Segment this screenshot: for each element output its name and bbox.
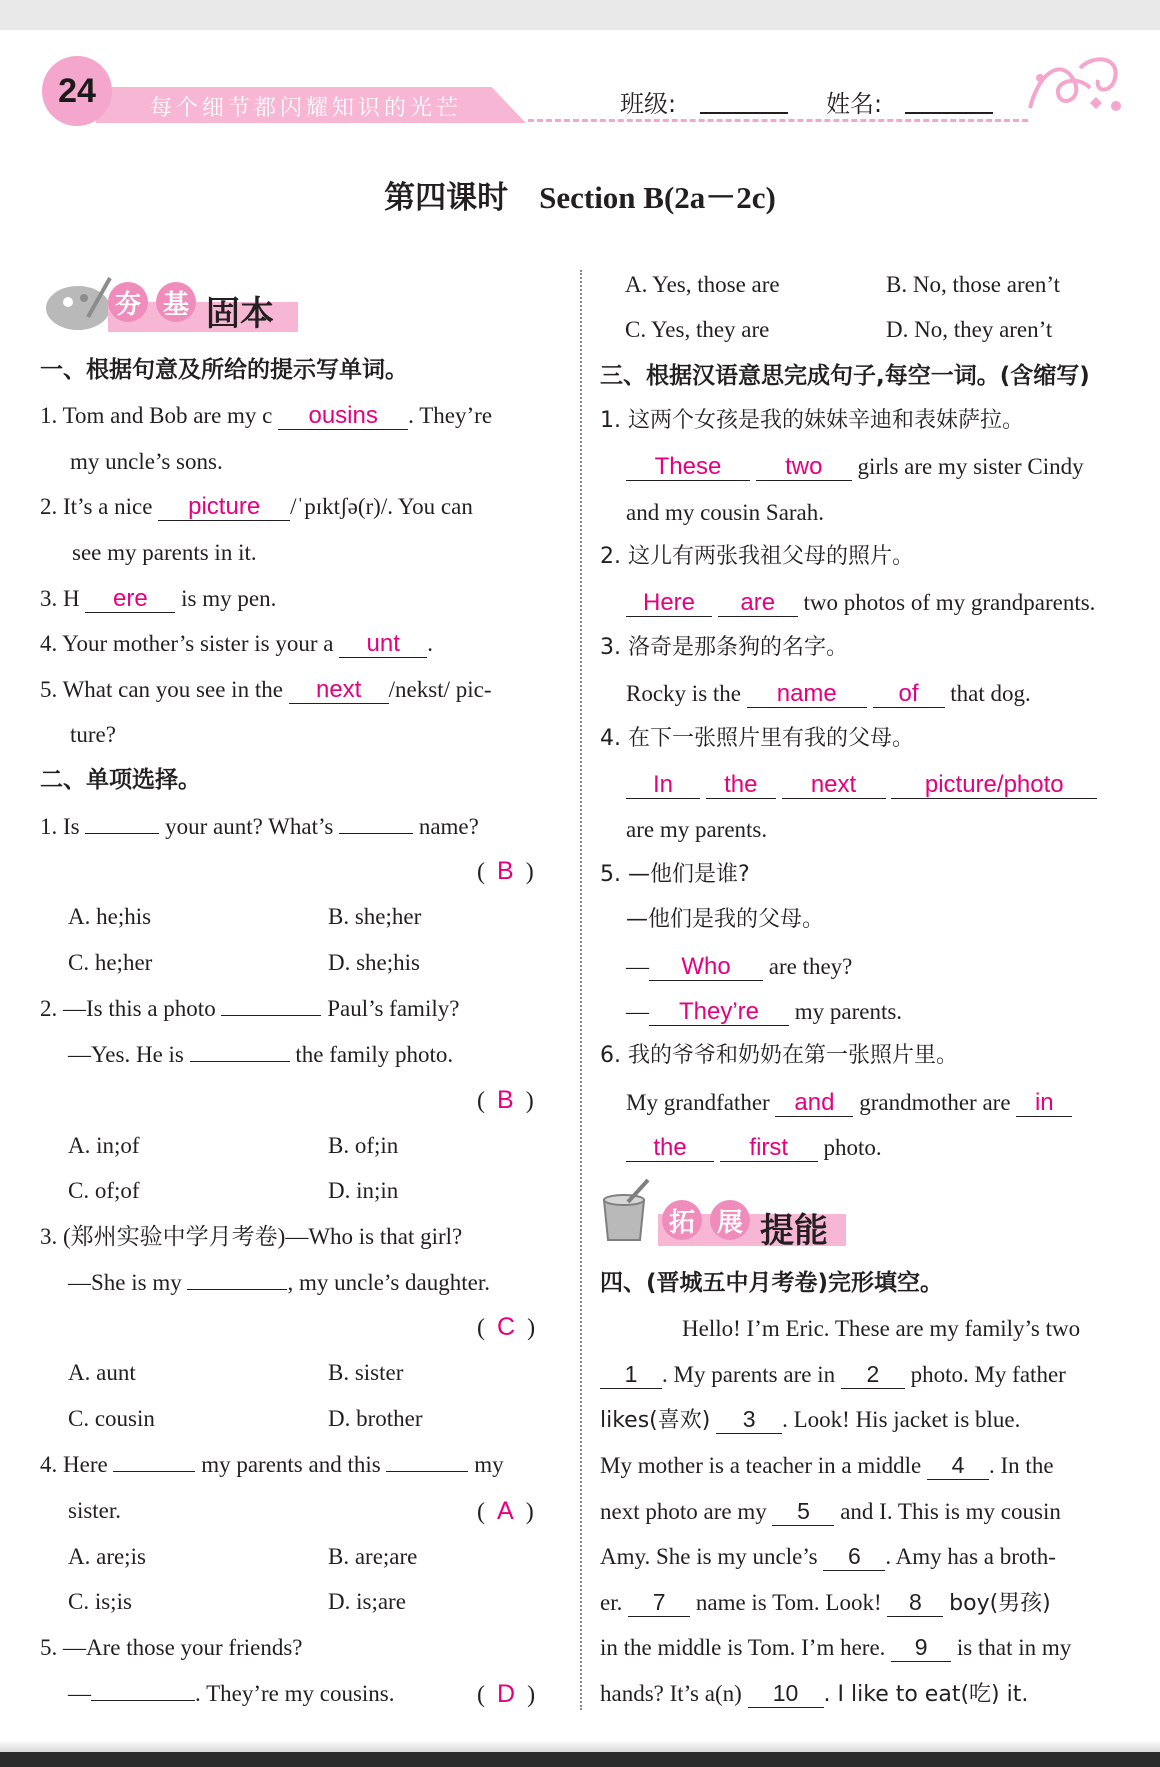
p4-line-6-text-b: . Amy has a broth- — [885, 1544, 1056, 1569]
bottom-shadow — [0, 1740, 1160, 1752]
p3-q6-text-a: My grandfather — [626, 1090, 770, 1115]
p2-q4-blank-1[interactable] — [113, 1471, 195, 1472]
p2-q4-option-c: C. is;is — [68, 1589, 132, 1614]
p2-q2-text: 2. —Is this a photo — [40, 996, 216, 1021]
banner-char-2: 基 — [156, 282, 196, 322]
p3-q4-blank-4[interactable] — [891, 772, 1097, 799]
banner-title: 固本 — [206, 294, 274, 334]
p3-q5-answer-2: They’re — [678, 998, 760, 1025]
p4-line-2-text-a: . My parents are in — [662, 1362, 836, 1387]
p3-q5-text-a: are they? — [768, 954, 853, 979]
p2-q2-answer-box[interactable]: ( B ) — [477, 1086, 534, 1114]
page-title: 第四课时 Section B(2a－2c) — [384, 180, 776, 215]
p3-q3-text-b: that dog. — [950, 681, 1031, 706]
p3-q4-chinese: 4. 在下一张照片里有我的父母。 — [600, 726, 914, 751]
p3-q6-text-c: photo. — [823, 1135, 882, 1160]
p1-q1-cont: my uncle’s sons. — [70, 449, 223, 474]
p4-line-8 — [600, 1633, 1071, 1663]
column-divider — [580, 270, 582, 1710]
p4-blank-8[interactable] — [887, 1589, 943, 1617]
p1-q2-text-b: /ˈpɪktʃə(r)/. You can — [290, 494, 473, 519]
p3-q3-text: Rocky is the — [626, 681, 741, 706]
p4-line-4-text-a: My mother is a teacher in a middle — [600, 1453, 922, 1478]
p4-blank-1[interactable] — [600, 1361, 662, 1389]
p2-q4-text-b: my parents and this — [201, 1452, 381, 1477]
p1-q1-text-b: . They’re — [408, 403, 493, 428]
p2-q4-option-b: B. are;are — [328, 1544, 418, 1569]
p3-q2-text: two photos of my grandparents. — [803, 590, 1096, 615]
p3-q2-blank-2[interactable] — [718, 590, 798, 617]
p4-line-7-text-a: er. — [600, 1590, 623, 1615]
p1-q2-blank[interactable] — [158, 494, 290, 521]
p2-q5-blank[interactable] — [91, 1700, 195, 1701]
p4-blank-2[interactable] — [841, 1361, 905, 1389]
page-number: 24 — [42, 56, 112, 126]
p1-q2-cont: see my parents in it. — [72, 540, 257, 565]
p2-q3-option-a: A. aunt — [68, 1360, 136, 1385]
p2-q3-blank[interactable] — [187, 1289, 287, 1290]
p3-q5-chinese-2: —他们是我的父母。 — [626, 907, 825, 932]
p1-q5-text-b: /nekst/ pic- — [388, 677, 492, 702]
p2-q1-option-d: D. she;his — [328, 950, 420, 975]
p4-blank-8-number: 8 — [908, 1589, 922, 1615]
p1-q1-blank[interactable] — [278, 403, 408, 430]
p2-q5-dash: — — [68, 1681, 91, 1706]
p2-q4-blank-2[interactable] — [386, 1471, 468, 1472]
p2-q1-answer: B — [497, 857, 514, 885]
p4-blank-4-number: 4 — [951, 1452, 965, 1478]
p1-q3-text-b: is my pen. — [181, 586, 277, 611]
p4-blank-10-number: 10 — [772, 1680, 799, 1706]
p4-line-6-text-a: Amy. She is my uncle’s — [600, 1544, 818, 1569]
p3-q3 — [626, 679, 1031, 709]
p2-q4-text-c: my — [474, 1452, 504, 1477]
p4-blank-2-number: 2 — [866, 1361, 880, 1387]
p4-line-4 — [600, 1451, 1054, 1481]
p1-q5-cont: ture? — [70, 722, 116, 747]
p1-q4-text-b: . — [427, 631, 433, 656]
p2-q3: 3. (郑州实验中学月考卷)—Who is that girl? — [40, 1224, 463, 1249]
p2-q2-option-b: B. of;in — [328, 1133, 399, 1158]
p1-q3-blank[interactable] — [85, 586, 175, 613]
part1-heading: 一、根据句意及所给的提示写单词。 — [40, 357, 408, 383]
p3-q4 — [626, 770, 1097, 800]
p2-q5-option-a: A. Yes, those are — [625, 272, 780, 297]
p4-blank-5-number: 5 — [797, 1498, 810, 1524]
banner2-title: 提能 — [760, 1211, 828, 1251]
p3-q1 — [626, 452, 1084, 482]
p3-q6-answer-2: in — [1034, 1089, 1054, 1116]
p3-q5-text-b: my parents. — [794, 999, 903, 1024]
p2-q2-option-a: A. in;of — [68, 1133, 140, 1158]
name-field[interactable] — [905, 112, 993, 114]
part4-heading: 四、(晋城五中月考卷)完形填空。 — [600, 1270, 944, 1296]
p3-q5-line2 — [626, 997, 902, 1027]
p4-line-3-text-b: . Look! His jacket is blue. — [782, 1407, 1021, 1432]
p2-q1-answer-box[interactable]: ( B ) — [477, 857, 534, 885]
p2-q3-option-b: B. sister — [328, 1360, 404, 1385]
p3-q5-dash-2: — — [626, 999, 649, 1024]
p1-q3-text: 3. H — [40, 586, 80, 611]
p2-q4-option-a: A. are;is — [68, 1544, 146, 1569]
p1-q4-answer: unt — [366, 630, 400, 657]
p2-q5-answer: D — [497, 1680, 516, 1708]
p2-q1-blank-1[interactable] — [85, 833, 159, 834]
part3-heading: 三、根据汉语意思完成句子,每空一词。(含缩写) — [600, 363, 1090, 389]
p3-q6-answer-1: and — [794, 1089, 835, 1116]
top-edge — [0, 0, 1160, 30]
p2-q5-line2 — [68, 1679, 395, 1709]
part2-heading: 二、单项选择。 — [40, 767, 201, 793]
p4-line-9-text-a: hands? It’s a(n) — [600, 1681, 742, 1706]
p3-q1-blank-1[interactable] — [626, 454, 750, 481]
p4-line-5-text-b: and I. This is my cousin — [840, 1499, 1061, 1524]
p1-q2 — [40, 492, 473, 522]
p3-q6-text-b: grandmother are — [859, 1090, 1011, 1115]
p2-q2-text-c: —Yes. He is — [68, 1042, 184, 1067]
p4-line-5 — [600, 1497, 1061, 1527]
p2-q5-option-c: C. Yes, they are — [625, 317, 770, 342]
p4-line-3 — [600, 1405, 1020, 1436]
p4-line-2 — [600, 1360, 1066, 1390]
p2-q2-blank-2[interactable] — [190, 1061, 290, 1062]
p4-blank-3[interactable] — [716, 1406, 782, 1434]
p4-line-7-text-c: boy(男孩) — [949, 1591, 1051, 1616]
p4-blank-7[interactable] — [628, 1589, 690, 1617]
p3-q4-answer-2: the — [724, 771, 758, 798]
p2-q1-text: 1. Is — [40, 814, 80, 839]
p3-q4-blank-3[interactable] — [782, 772, 886, 799]
p3-q3-chinese: 3. 洛奇是那条狗的名字。 — [600, 635, 848, 660]
p1-q3 — [40, 584, 276, 614]
p3-q4-blank-1[interactable] — [626, 772, 700, 799]
p3-q6-blank-4[interactable] — [720, 1135, 818, 1162]
p2-q5-answer-box[interactable]: ( D ) — [477, 1680, 536, 1708]
p4-blank-5[interactable] — [772, 1498, 834, 1526]
p3-q1-answer-1: These — [654, 453, 722, 480]
p2-q2-line2 — [68, 1040, 453, 1070]
p3-q2-answer-1: Here — [642, 589, 696, 616]
p1-q1-answer: ousins — [308, 402, 378, 429]
p3-q2-blank-1[interactable] — [626, 590, 712, 617]
p1-q2-text: 2. It’s a nice — [40, 494, 153, 519]
p2-q5: 5. —Are those your friends? — [40, 1635, 303, 1660]
p4-blank-9-number: 9 — [914, 1634, 928, 1660]
p3-q4-answer-4: picture/photo — [924, 771, 1064, 798]
p3-q3-answer-1: name — [776, 680, 837, 707]
p2-q4-option-d: D. is;are — [328, 1589, 406, 1614]
p2-q5-option-d: D. No, they aren’t — [886, 317, 1053, 342]
p2-q4-text: 4. Here — [40, 1452, 108, 1477]
p2-q3-line2 — [68, 1268, 490, 1298]
class-label: 班级: — [620, 90, 677, 118]
p2-q2-text-d: the family photo. — [295, 1042, 454, 1067]
p4-line-6 — [600, 1542, 1056, 1572]
p2-q2 — [40, 994, 459, 1024]
header-dash-line — [528, 119, 1028, 122]
p4-blank-4[interactable] — [927, 1452, 989, 1480]
p4-line-4-text-b: . In the — [989, 1453, 1054, 1478]
name-label: 姓名: — [826, 90, 883, 118]
p3-q6-blank-2[interactable] — [1016, 1090, 1072, 1117]
p3-q2 — [626, 588, 1095, 618]
p2-q4-cont: sister. — [68, 1498, 122, 1523]
banner2-char-1: 拓 — [662, 1200, 702, 1240]
p2-q2-text-b: Paul’s family? — [327, 996, 460, 1021]
p3-q1-blank-2[interactable] — [756, 454, 852, 481]
p2-q1-text-b: your aunt? What’s — [165, 814, 334, 839]
p3-q2-chinese: 2. 这儿有两张我祖父母的照片。 — [600, 544, 914, 569]
p3-q6-answer-3: the — [653, 1134, 687, 1161]
p1-q5 — [40, 675, 492, 705]
p4-blank-1-number: 1 — [624, 1361, 638, 1387]
p4-line-1: Hello! I’m Eric. These are my family’s two — [682, 1316, 1081, 1341]
p3-q6-blank-1[interactable] — [775, 1090, 853, 1117]
p3-q4-blank-2[interactable] — [706, 772, 776, 799]
p4-line-8-text-b: is that in my — [956, 1635, 1072, 1660]
p2-q4-answer: A — [497, 1497, 514, 1525]
p2-q3-text-c: , my uncle’s daughter. — [287, 1270, 490, 1295]
p2-q4-answer-box[interactable]: ( A ) — [477, 1497, 534, 1525]
p3-q6-answer-4: first — [749, 1134, 789, 1161]
p3-q1-answer-2: two — [785, 453, 823, 480]
p3-q4-answer-1: In — [652, 771, 673, 798]
p2-q1-option-c: C. he;her — [68, 950, 153, 975]
class-field[interactable] — [700, 112, 788, 114]
p2-q5-text-c: . They’re my cousins. — [195, 1681, 395, 1706]
p2-q2-blank-1[interactable] — [221, 1015, 321, 1016]
p4-line-2-text-b: photo. My father — [910, 1362, 1066, 1387]
p1-q1 — [40, 401, 492, 431]
p4-line-9 — [600, 1679, 1028, 1710]
p4-line-8-text-a: in the middle is Tom. I’m here. — [600, 1635, 886, 1660]
p3-q3-answer-2: of — [898, 680, 919, 707]
p3-q6-blank-3[interactable] — [626, 1135, 714, 1162]
p3-q6-line1 — [626, 1088, 1072, 1118]
p3-q6-chinese: 6. 我的爷爷和奶奶在第一张照片里。 — [600, 1043, 958, 1068]
flourish-icon — [1020, 48, 1130, 128]
p1-q2-answer: picture — [188, 493, 261, 520]
p2-q2-answer: B — [497, 1086, 514, 1114]
p2-q3-answer: C — [497, 1313, 516, 1341]
p4-blank-6[interactable] — [823, 1543, 885, 1571]
p4-line-7 — [600, 1588, 1051, 1619]
p2-q3-option-d: D. brother — [328, 1406, 423, 1431]
p2-q1-text-c: name? — [418, 814, 479, 839]
p3-q5-blank-1[interactable] — [649, 954, 763, 981]
p4-blank-10[interactable] — [748, 1680, 824, 1708]
p1-q3-answer: ere — [113, 585, 148, 612]
p4-blank-7-number: 7 — [652, 1589, 666, 1615]
p4-blank-6-number: 6 — [847, 1543, 861, 1569]
p3-q3-blank-1[interactable] — [747, 681, 867, 708]
p4-line-9-text-b: . I like to eat(吃) it. — [823, 1682, 1029, 1707]
p3-q5-line1 — [626, 952, 852, 982]
p1-q5-text: 5. What can you see in the — [40, 677, 283, 702]
p3-q2-answer-2: are — [740, 589, 776, 616]
p3-q5-answer-1: Who — [681, 953, 731, 980]
p3-q5-chinese-1: 5. —他们是谁? — [600, 862, 750, 887]
p2-q1-option-b: B. she;her — [328, 904, 422, 929]
p4-line-3-text-a: likes(喜欢) — [600, 1408, 711, 1433]
p2-q3-text-b: —She is my — [68, 1270, 182, 1295]
p3-q4-cont: are my parents. — [626, 817, 768, 842]
p4-line-7-text-b: name is Tom. Look! — [695, 1590, 882, 1615]
p2-q1-option-a: A. he;his — [68, 904, 152, 929]
p2-q3-answer-box[interactable]: ( C ) — [477, 1313, 536, 1341]
p3-q4-answer-3: next — [810, 771, 857, 798]
p2-q2-option-d: D. in;in — [328, 1178, 399, 1203]
p3-q5-dash-1: — — [626, 954, 649, 979]
header-motto: 每个细节都闪耀知识的光芒 — [150, 96, 463, 121]
p2-q2-option-c: C. of;of — [68, 1178, 140, 1203]
p1-q5-blank[interactable] — [289, 677, 389, 704]
bottom-edge — [0, 1752, 1160, 1767]
p2-q5-option-b: B. No, those aren’t — [886, 272, 1060, 297]
p3-q1-cont: and my cousin Sarah. — [626, 500, 825, 525]
p3-q3-blank-2[interactable] — [873, 681, 945, 708]
p3-q1-text: girls are my sister Cindy — [857, 454, 1084, 479]
p2-q1-blank-2[interactable] — [339, 833, 413, 834]
p4-line-5-text-a: next photo are my — [600, 1499, 767, 1524]
p2-q1 — [40, 812, 479, 842]
p1-q5-answer: next — [315, 676, 362, 703]
banner-char-1: 夯 — [108, 282, 148, 322]
p4-blank-3-number: 3 — [742, 1406, 756, 1432]
p2-q4 — [40, 1450, 504, 1480]
p3-q6-line2 — [626, 1133, 882, 1163]
p3-q1-chinese: 1. 这两个女孩是我的妹妹辛迪和表妹萨拉。 — [600, 408, 1024, 433]
p4-blank-9[interactable] — [891, 1634, 951, 1662]
banner2-char-2: 展 — [710, 1200, 750, 1240]
p1-q4-text: 4. Your mother’s sister is your a — [40, 631, 334, 656]
p3-q5-blank-2[interactable] — [649, 999, 789, 1026]
p1-q4 — [40, 629, 433, 659]
p2-q3-option-c: C. cousin — [68, 1406, 155, 1431]
p1-q4-blank[interactable] — [339, 631, 427, 658]
p1-q1-text: 1. Tom and Bob are my c — [40, 403, 273, 428]
